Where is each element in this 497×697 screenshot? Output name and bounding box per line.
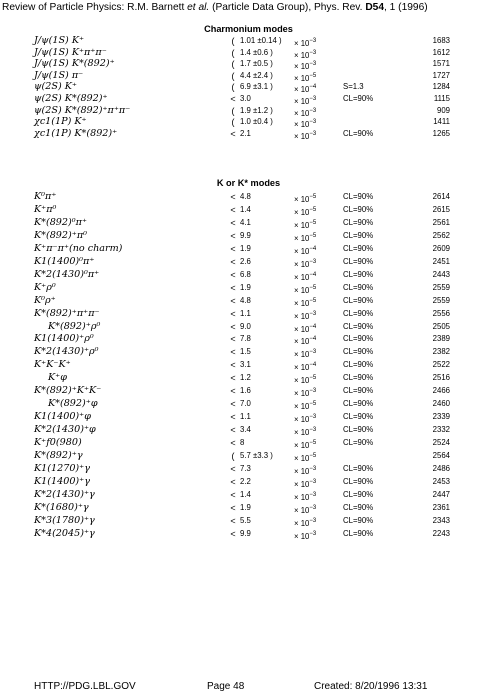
momentum-value: 2361 xyxy=(432,502,450,512)
fraction-value: 1.0 ±0.4 ) xyxy=(240,117,273,127)
limit-symbol: < xyxy=(230,399,236,410)
fraction-value: 1.4 xyxy=(240,489,251,499)
scale-base: × 10 xyxy=(294,505,310,515)
limit-symbol: < xyxy=(230,425,236,436)
decay-mode: K⁺φ xyxy=(48,372,67,384)
fraction-value: 9.9 xyxy=(240,528,251,538)
scale-exponent: −3 xyxy=(309,414,317,421)
limit-symbol: < xyxy=(230,412,236,423)
decay-mode: K⁰π⁺ xyxy=(34,191,57,202)
scale-exponent: −3 xyxy=(309,38,317,44)
scale-exponent: −3 xyxy=(309,107,317,114)
limit-symbol: < xyxy=(230,515,236,526)
section-title: Charmonium modes xyxy=(204,24,293,34)
fraction-value: 1.1 xyxy=(240,308,251,318)
limit-symbol: < xyxy=(230,94,236,104)
momentum-value: 2609 xyxy=(432,243,450,253)
momentum-value: 2559 xyxy=(432,282,450,292)
decay-mode: K*3(1780)⁺γ xyxy=(34,514,95,526)
decay-mode: K*(892)⁰π⁺ xyxy=(34,216,87,228)
scale-base: × 10 xyxy=(294,518,310,528)
fraction-value: 1.9 xyxy=(240,502,251,512)
table-row xyxy=(0,437,497,449)
scale-base: × 10 xyxy=(294,337,310,347)
scale-base: × 10 xyxy=(294,311,310,321)
table-row xyxy=(0,502,497,514)
momentum-value: 2332 xyxy=(432,425,450,435)
decay-mode: J/ψ(1S) K*(892)⁺ xyxy=(34,58,115,70)
limit-symbol: < xyxy=(230,360,236,371)
decay-mode: K*(892)⁺γ xyxy=(34,450,83,461)
table-row xyxy=(0,58,497,70)
table-row xyxy=(0,282,497,294)
limit-symbol: ( xyxy=(231,117,235,128)
scale-base: × 10 xyxy=(294,531,310,541)
confidence-note: CL=90% xyxy=(343,282,374,292)
confidence-note: CL=90% xyxy=(343,94,374,103)
confidence-note: CL=90% xyxy=(343,412,374,422)
scale-exponent: −4 xyxy=(309,336,317,343)
momentum-value: 2343 xyxy=(432,515,450,525)
decay-mode: K*(892)⁺π⁺π⁻ xyxy=(34,307,100,319)
limit-symbol: < xyxy=(230,528,236,539)
header-middle: (Particle Data Group), Phys. Rev. xyxy=(209,2,366,13)
confidence-note: CL=90% xyxy=(343,502,374,512)
table-row xyxy=(0,81,497,93)
scale-exponent: −4 xyxy=(309,362,317,369)
fraction-value: 6.8 xyxy=(240,269,251,279)
confidence-note: CL=90% xyxy=(343,256,374,266)
scale-base: × 10 xyxy=(294,85,310,95)
scale-base: × 10 xyxy=(294,428,310,438)
fraction-value: 1.4 ±0.6 ) xyxy=(240,47,273,57)
scale-base: × 10 xyxy=(294,233,310,243)
table-row xyxy=(0,372,497,384)
decay-mode: K⁺f0(980) xyxy=(34,437,82,449)
scale-base: × 10 xyxy=(294,207,310,217)
momentum-value: 1727 xyxy=(432,70,450,80)
scale-exponent: −5 xyxy=(309,72,317,79)
decay-mode: K*2(1430)⁺φ xyxy=(34,424,96,436)
scale-base: × 10 xyxy=(294,324,310,334)
decay-mode: J/ψ(1S) K⁺π⁺π⁻ xyxy=(34,46,107,58)
limit-symbol: ( xyxy=(231,70,235,81)
confidence-note: CL=90% xyxy=(343,360,374,370)
table-row xyxy=(0,128,497,140)
limit-symbol: < xyxy=(230,217,236,228)
confidence-note: CL=90% xyxy=(343,386,374,396)
scale-exponent: −3 xyxy=(309,478,317,485)
limit-symbol: < xyxy=(230,256,236,267)
confidence-note: CL=90% xyxy=(343,515,374,525)
decay-mode: ψ(2S) K*(892)⁺ xyxy=(34,93,108,104)
scale-base: × 10 xyxy=(294,220,310,230)
header-journal: D54 xyxy=(365,2,385,13)
table-row xyxy=(0,116,497,128)
scale-exponent: −4 xyxy=(309,245,317,252)
fraction-value: 2.2 xyxy=(240,476,251,486)
decay-mode: K*(892)⁺ρ⁰ xyxy=(48,320,101,332)
scale-exponent: −5 xyxy=(309,440,317,447)
table-row xyxy=(0,217,497,229)
limit-symbol: ( xyxy=(231,36,235,46)
momentum-value: 2382 xyxy=(432,347,450,357)
confidence-note: CL=90% xyxy=(343,373,374,383)
limit-symbol: < xyxy=(230,321,236,332)
scale-base: × 10 xyxy=(294,402,310,412)
decay-mode: K*2(1430)⁺ρ⁰ xyxy=(34,346,99,358)
table-row xyxy=(0,295,497,307)
scale-exponent: −5 xyxy=(309,232,317,239)
scale-exponent: −5 xyxy=(309,375,317,382)
scale-exponent: −4 xyxy=(309,323,317,330)
limit-symbol: < xyxy=(230,230,236,241)
momentum-value: 2243 xyxy=(432,528,450,538)
momentum-value: 2453 xyxy=(432,476,450,486)
fraction-value: 5.5 xyxy=(240,515,251,525)
limit-symbol: < xyxy=(230,282,236,293)
momentum-value: 2522 xyxy=(432,360,450,370)
momentum-value: 2486 xyxy=(432,463,450,473)
confidence-note: CL=90% xyxy=(343,438,374,448)
decay-mode: J/ψ(1S) π⁻ xyxy=(34,69,84,81)
table-row xyxy=(0,243,497,255)
fraction-value: 1.7 ±0.5 ) xyxy=(240,59,273,69)
confidence-note: CL=90% xyxy=(343,295,374,305)
fraction-value: 3.1 xyxy=(240,360,251,370)
confidence-note: CL=90% xyxy=(343,463,374,473)
scale-exponent: −3 xyxy=(309,517,317,524)
footer-url: HTTP://PDG.LBL.GOV xyxy=(34,681,136,692)
confidence-note: CL=90% xyxy=(343,230,374,240)
scale-base: × 10 xyxy=(294,454,310,463)
momentum-value: 2451 xyxy=(432,256,450,266)
limit-symbol: < xyxy=(230,308,236,319)
momentum-value: 2556 xyxy=(432,308,450,318)
table-row xyxy=(0,70,497,82)
confidence-note: CL=90% xyxy=(343,347,374,357)
limit-symbol: < xyxy=(230,373,236,384)
momentum-value: 2339 xyxy=(432,412,450,422)
confidence-note: CL=90% xyxy=(343,204,374,214)
confidence-note: CL=90% xyxy=(343,128,374,138)
scale-base: × 10 xyxy=(294,492,310,502)
scale-base: × 10 xyxy=(294,259,310,269)
fraction-value: 4.4 ±2.4 ) xyxy=(240,70,273,80)
momentum-value: 1115 xyxy=(433,94,450,103)
table-row xyxy=(0,489,497,501)
fraction-value: 8 xyxy=(240,438,245,448)
scale-base: × 10 xyxy=(294,50,310,60)
scale-exponent: −3 xyxy=(309,491,317,498)
header-prefix: Review of Particle Physics: R.M. Barnett xyxy=(2,2,188,13)
fraction-value: 1.9 ±1.2 ) xyxy=(240,105,273,115)
fraction-value: 1.9 xyxy=(240,243,251,253)
fraction-value: 5.7 ±3.3 ) xyxy=(240,451,273,460)
decay-mode: χc1(1P) K⁺ xyxy=(34,116,87,128)
table-row xyxy=(0,398,497,410)
scale-base: × 10 xyxy=(294,131,310,141)
scale-base: × 10 xyxy=(294,415,310,425)
scale-exponent: −5 xyxy=(309,219,317,226)
momentum-value: 2516 xyxy=(432,373,450,383)
scale-exponent: −5 xyxy=(309,401,317,408)
table-row xyxy=(0,333,497,345)
decay-mode: K1(1400)⁺ρ⁰ xyxy=(34,333,94,345)
momentum-value: 2614 xyxy=(432,192,450,201)
momentum-value: 2389 xyxy=(432,334,450,344)
confidence-note: CL=90% xyxy=(343,476,374,486)
confidence-note: CL=90% xyxy=(343,528,374,538)
scale-base: × 10 xyxy=(294,441,310,451)
table-row xyxy=(0,105,497,117)
momentum-value: 2443 xyxy=(432,269,450,279)
table-row xyxy=(0,385,497,397)
table-row xyxy=(0,47,497,59)
table-row xyxy=(0,424,497,436)
header-etal: et al. xyxy=(187,2,210,13)
scale-exponent: −5 xyxy=(309,206,317,213)
scale-exponent: −5 xyxy=(309,284,317,291)
scale-exponent: −3 xyxy=(309,427,317,434)
fraction-scale xyxy=(294,128,316,143)
decay-mode: J/ψ(1S) K⁺ xyxy=(34,35,85,46)
momentum-value: 2524 xyxy=(432,438,450,448)
limit-symbol: < xyxy=(230,502,236,513)
confidence-note: CL=90% xyxy=(343,269,374,279)
momentum-value: 1683 xyxy=(432,36,450,45)
momentum-value: 1411 xyxy=(433,117,450,127)
decay-mode: K1(1400)⁰π⁺ xyxy=(34,255,95,267)
momentum-value: 1571 xyxy=(432,59,450,69)
scale-exponent: −3 xyxy=(309,130,317,137)
fraction-value: 1.5 xyxy=(240,347,251,357)
fraction-value: 1.4 xyxy=(240,204,251,214)
fraction-value: 2.6 xyxy=(240,256,251,266)
scale-exponent: −3 xyxy=(309,258,317,265)
page-header xyxy=(2,2,495,13)
scale-exponent: −4 xyxy=(309,271,317,278)
confidence-note: CL=90% xyxy=(343,192,374,201)
scale-exponent: −3 xyxy=(309,96,317,102)
momentum-value: 2460 xyxy=(432,399,450,409)
fraction-value: 1.01 ±0.14 ) xyxy=(240,36,282,45)
table-row xyxy=(0,191,497,203)
table-row xyxy=(0,476,497,488)
confidence-note: CL=90% xyxy=(343,399,374,409)
confidence-note: CL=90% xyxy=(343,217,374,227)
confidence-note: CL=90% xyxy=(343,308,374,318)
limit-symbol: ( xyxy=(231,105,235,116)
fraction-scale xyxy=(294,528,316,543)
scale-base: × 10 xyxy=(294,97,310,106)
scale-base: × 10 xyxy=(294,466,310,476)
confidence-note: S=1.3 xyxy=(343,82,364,92)
decay-mode: K*(892)⁺φ xyxy=(48,398,98,410)
momentum-value: 1284 xyxy=(432,82,450,92)
limit-symbol: ( xyxy=(231,59,235,70)
table-row xyxy=(0,204,497,216)
table-row xyxy=(0,463,497,475)
scale-exponent: −3 xyxy=(309,349,317,356)
limit-symbol: < xyxy=(230,192,236,202)
decay-mode: K⁺π⁰ xyxy=(34,203,57,215)
decay-mode: K*2(1430)⁰π⁺ xyxy=(34,268,100,280)
decay-mode: K*2(1430)⁺γ xyxy=(34,488,95,500)
limit-symbol: < xyxy=(230,386,236,397)
scale-exponent: −5 xyxy=(309,194,317,200)
scale-base: × 10 xyxy=(294,39,310,48)
limit-symbol: < xyxy=(230,204,236,215)
scale-exponent: −3 xyxy=(309,310,317,317)
decay-mode: K⁰ρ⁺ xyxy=(34,294,56,306)
confidence-note: CL=90% xyxy=(343,334,374,344)
scale-base: × 10 xyxy=(294,298,310,308)
decay-mode: ψ(2S) K⁺ xyxy=(34,81,77,93)
limit-symbol: < xyxy=(230,438,236,449)
fraction-value: 1.6 xyxy=(240,386,251,396)
decay-mode: K*4(2045)⁺γ xyxy=(34,527,95,539)
scale-exponent: −5 xyxy=(309,453,317,459)
table-row xyxy=(0,515,497,527)
scale-base: × 10 xyxy=(294,479,310,489)
scale-base: × 10 xyxy=(294,108,310,118)
footer-created: Created: 8/20/1996 13:31 xyxy=(314,681,428,692)
decay-mode: K*(892)⁺π⁰ xyxy=(34,229,87,241)
table-row xyxy=(0,35,497,47)
scale-exponent: −3 xyxy=(309,465,317,472)
decay-mode: K⁺π⁻π⁺(no charm) xyxy=(34,242,123,254)
momentum-value: 1612 xyxy=(432,47,450,57)
fraction-value: 3.4 xyxy=(240,425,251,435)
fraction-value: 6.9 ±3.1 ) xyxy=(240,82,273,92)
fraction-value: 9.9 xyxy=(240,230,251,240)
footer-page: Page 48 xyxy=(207,681,245,692)
confidence-note: CL=90% xyxy=(343,321,374,331)
decay-mode: K1(1400)⁺φ xyxy=(34,411,91,423)
scale-base: × 10 xyxy=(294,389,310,399)
header-suffix: , 1 (1996) xyxy=(384,2,428,13)
limit-symbol: ( xyxy=(231,451,235,461)
limit-symbol: < xyxy=(230,269,236,280)
table-row xyxy=(0,359,497,371)
limit-symbol: < xyxy=(230,347,236,358)
decay-mode: K*(1680)⁺γ xyxy=(34,501,89,513)
limit-symbol: < xyxy=(230,489,236,500)
table-row xyxy=(0,450,497,462)
scale-exponent: −3 xyxy=(309,61,317,68)
table-row xyxy=(0,230,497,242)
scale-exponent: −3 xyxy=(309,530,317,537)
decay-mode: K*(892)⁺K⁺K⁻ xyxy=(34,385,102,397)
momentum-value: 2447 xyxy=(432,489,450,499)
scale-base: × 10 xyxy=(294,350,310,360)
momentum-value: 2505 xyxy=(432,321,450,331)
momentum-value: 2562 xyxy=(432,230,450,240)
fraction-value: 7.8 xyxy=(240,334,251,344)
scale-exponent: −3 xyxy=(309,504,317,511)
decay-mode: ψ(2S) K*(892)⁺π⁺π⁻ xyxy=(34,104,131,116)
fraction-value: 4.8 xyxy=(240,192,251,201)
limit-symbol: < xyxy=(230,463,236,474)
fraction-value: 1.2 xyxy=(240,373,251,383)
limit-symbol: < xyxy=(230,295,236,306)
table-row xyxy=(0,256,497,268)
table-row xyxy=(0,528,497,540)
scale-exponent: −3 xyxy=(309,119,317,126)
scale-exponent: −3 xyxy=(309,388,317,395)
fraction-value: 7.0 xyxy=(240,399,251,409)
table-row xyxy=(0,93,497,105)
decay-mode: χc1(1P) K*(892)⁺ xyxy=(34,127,118,139)
confidence-note: CL=90% xyxy=(343,489,374,499)
momentum-value: 1265 xyxy=(432,128,450,138)
fraction-value: 1.9 xyxy=(240,282,251,292)
fraction-value: 9.0 xyxy=(240,321,251,331)
table-row xyxy=(0,321,497,333)
table-row xyxy=(0,308,497,320)
limit-symbol: ( xyxy=(231,82,235,93)
momentum-value: 2615 xyxy=(432,204,450,214)
momentum-value: 2564 xyxy=(432,451,450,460)
momentum-value: 909 xyxy=(436,105,450,115)
momentum-value: 2466 xyxy=(432,386,450,396)
scale-base: × 10 xyxy=(294,120,310,130)
scale-base: × 10 xyxy=(294,246,310,256)
fraction-value: 7.3 xyxy=(240,463,251,473)
decay-mode: K⁺ρ⁰ xyxy=(34,281,56,293)
table-row xyxy=(0,346,497,358)
limit-symbol: ( xyxy=(231,47,235,58)
table-row xyxy=(0,411,497,423)
scale-base: × 10 xyxy=(294,285,310,295)
scale-base: × 10 xyxy=(294,73,310,83)
scale-base: × 10 xyxy=(294,62,310,72)
fraction-value: 2.1 xyxy=(240,128,251,138)
confidence-note: CL=90% xyxy=(343,425,374,435)
scale-exponent: −4 xyxy=(309,84,317,91)
decay-mode: K1(1400)⁺γ xyxy=(34,475,90,487)
scale-base: × 10 xyxy=(294,195,310,204)
scale-base: × 10 xyxy=(294,376,310,386)
limit-symbol: < xyxy=(230,243,236,254)
momentum-value: 2559 xyxy=(432,295,450,305)
limit-symbol: < xyxy=(230,476,236,487)
fraction-value: 4.1 xyxy=(240,217,251,227)
decay-mode: K⁺K⁻K⁺ xyxy=(34,359,71,371)
confidence-note: CL=90% xyxy=(343,243,374,253)
scale-base: × 10 xyxy=(294,363,310,373)
decay-mode: K1(1270)⁺γ xyxy=(34,462,90,474)
limit-symbol: < xyxy=(230,334,236,345)
limit-symbol: < xyxy=(230,128,236,139)
section-title: K or K* modes xyxy=(216,178,281,188)
scale-base: × 10 xyxy=(294,272,310,282)
table-row xyxy=(0,269,497,281)
scale-exponent: −3 xyxy=(309,49,317,56)
momentum-value: 2561 xyxy=(432,217,450,227)
fraction-value: 3.0 xyxy=(240,94,251,103)
fraction-value: 1.1 xyxy=(240,412,251,422)
fraction-value: 4.8 xyxy=(240,295,251,305)
scale-exponent: −5 xyxy=(309,297,317,304)
